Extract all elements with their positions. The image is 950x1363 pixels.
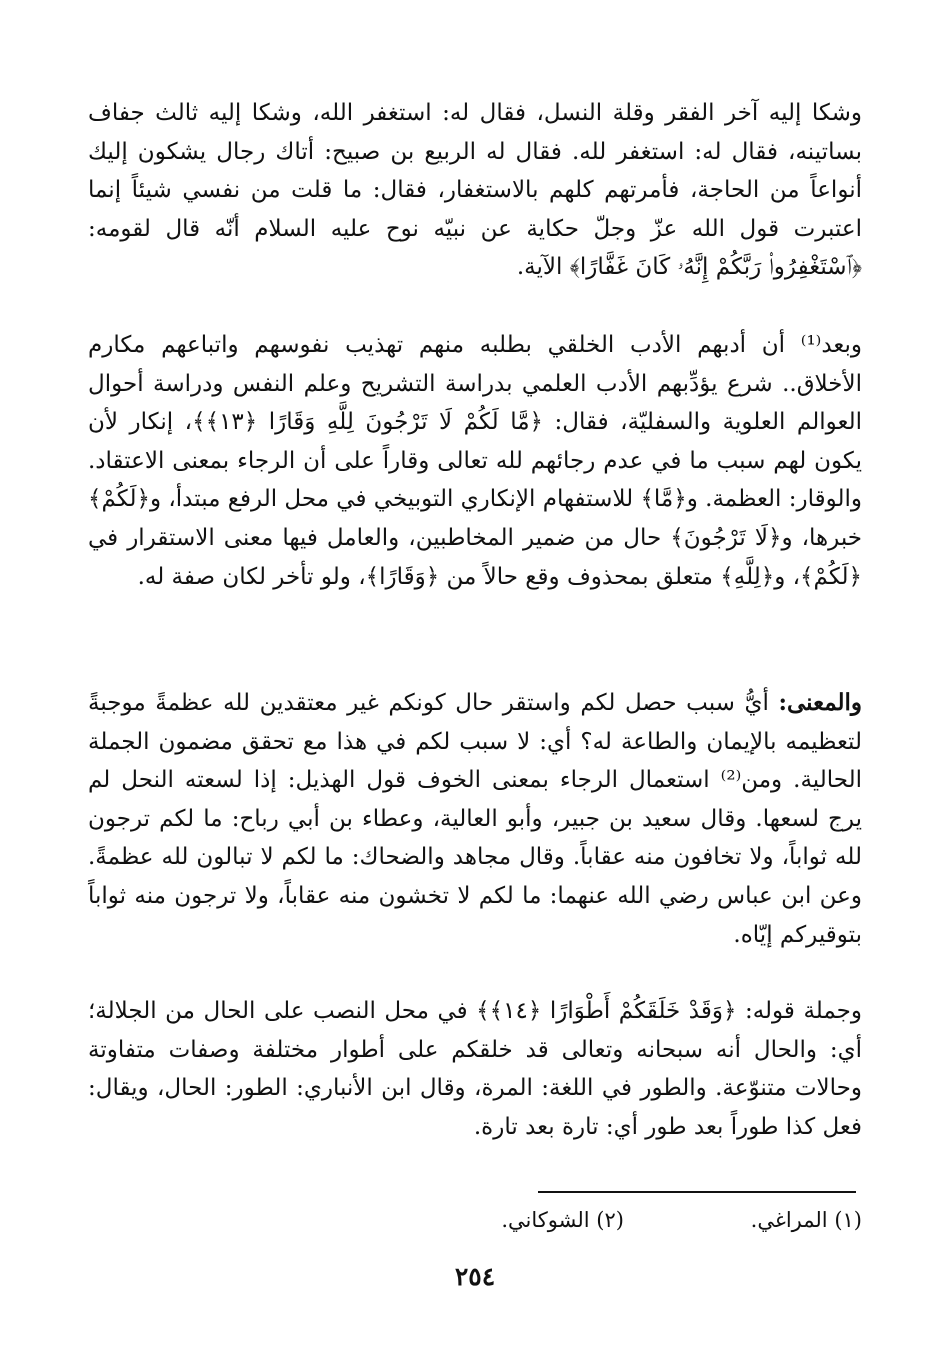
footnote-divider — [538, 1191, 856, 1193]
footnote-2-marker: (٢) — [596, 1208, 624, 1232]
paragraph-4-text: وجملة قوله: ﴿وَقَدْ خَلَقَكُمْ أَطْوَارًا ﴿١٤﴾﴾ في محل النصب على الحال من الجلالة؛ أي: والحال أنه سبحانه وتعالى قد خلقكم على أطوار مختلفة وصفات متفاوتة وحالات متنوّعة. والطور في اللغة: المرة، وقال ابن الأنباري: الطور: الحال، ويقال: فعل كذا طوراً بعد طور أي: تارة بعد تارة. — [88, 998, 863, 1140]
paragraph-1 — [88, 94, 862, 287]
paragraph-2-text: وبعد⁽¹⁾ أن أدبهم الأدب الخلقي بطلبه منهم تهذيب نفوسهم واتباعهم مكارم الأخلاق.. شرع يؤدِّبهم الأدب العلمي بدراسة التشريح وعلم النفس ودراسة أحوال العوالم العلوية والسفليّة، فقال: ﴿مَّا لَكُمْ لَا تَرْجُونَ لِلَّهِ وَقَارًا ﴿١٣﴾﴾، إنكار لأن يكون لهم سبب ما في عدم رجائهم لله تعالى وقاراً على أن الرجاء بمعنى الاعتقاد. والوقار: العظمة. و﴿مَّا﴾ للاستفهام الإنكاري التوبيخي في محل الرفع مبتدأ، و﴿لَكُمْ﴾ خبرها، و﴿لَا تَرْجُونَ﴾ حال من ضمير المخاطبين، والعامل فيها معنى الاستقرار في ﴿لَكُمْ﴾، و﴿لِلَّهِ﴾ متعلق بمحذوف وقع حالاً من ﴿وَقَارًا﴾، ولو تأخر لكان صفة له. — [87, 332, 862, 590]
paragraph-4 — [88, 992, 862, 1146]
page-number: ٢٥٤ — [454, 1262, 496, 1291]
footnote-1-marker: (١) — [834, 1208, 862, 1232]
footnote-1-text: المراغي. — [750, 1208, 828, 1232]
paragraph-3 — [88, 684, 862, 954]
footnote-2-text: الشوكاني. — [501, 1208, 590, 1232]
footnote-2 — [501, 1208, 624, 1232]
paragraph-3-lead: والمعنى: — [778, 689, 863, 716]
footnote-1 — [744, 1208, 862, 1232]
paragraph-3-text: أيُّ سبب حصل لكم واستقر حال كونكم غير معتقدين لله عظمةً موجبةً لتعظيمه بالإيمان والطاعة له؟ أي: لا سبب لكم في هذا مع تحقق مضمون الجملة الحالية. ومن⁽²⁾ استعمال الرجاء بمعنى الخوف قول الهذيل: إذا لسعته النحل لم يرج لسعها. وقال سعيد بن جبير، وأبو العالية، وعطاء بن أبي رباح: ما لكم ترجون لله ثواباً، ولا تخافون منه عقاباً. وقال مجاهد والضحاك: ما لكم لا تبالون لله عظمةً. وعن ابن عباس رضي الله عنهما: ما لكم لا تخشون منه عقاباً، ولا ترجون منه ثواباً بتوقيركم إيّاه. — [88, 690, 862, 948]
footnotes — [262, 1205, 862, 1235]
paragraph-1-text: وشكا إليه آخر الفقر وقلة النسل، فقال له: استغفر الله، وشكا إليه ثالث جفاف بساتينه، فقال له: استغفر لله. فقال له الربيع بن صبيح: أتاك رجال يشكون إليك أنواعاً من الحاجة، فأمرتهم كلهم بالاستغفار، فقال: ما قلت من نفسي شيئاً إنما اعتبرت قول الله عزّ وجلّ حكاية عن نبيّه نوح عليه السلام أنّه قال لقومه: ﴿ٱسْتَغْفِرُوا۟ رَبَّكُمْ إِنَّهُۥ كَانَ غَفَّارًا﴾ الآية. — [88, 100, 862, 281]
paragraph-2 — [88, 326, 862, 596]
